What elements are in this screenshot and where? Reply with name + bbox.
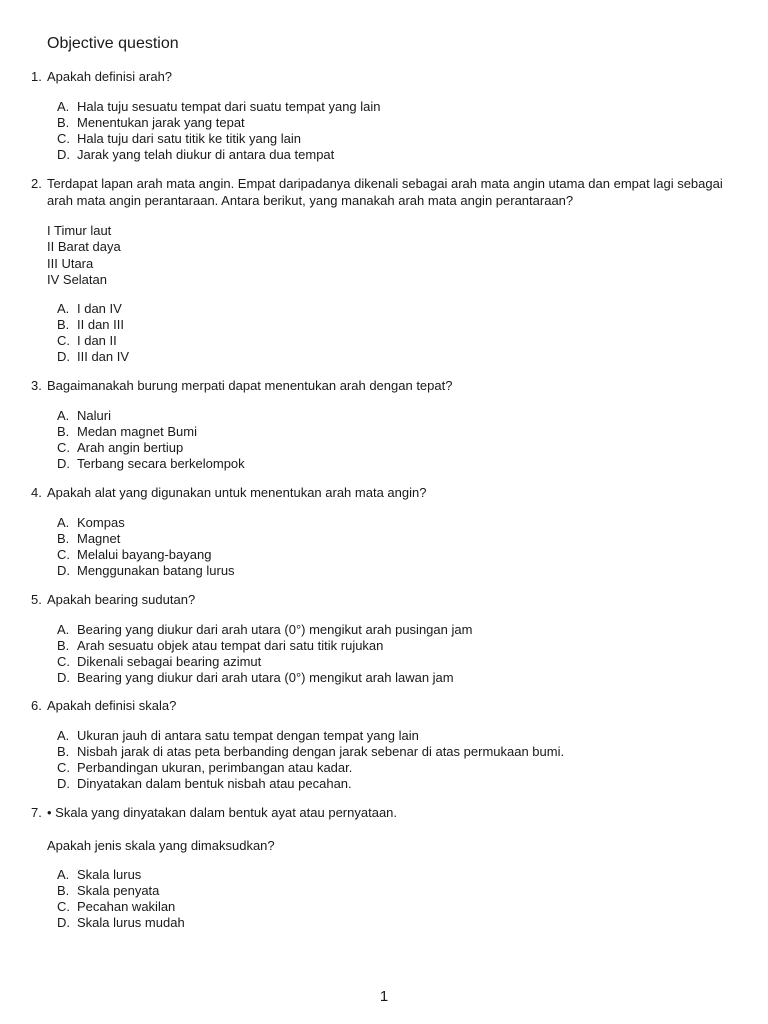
option-text: Melalui bayang-bayang xyxy=(77,546,212,562)
option-list xyxy=(31,408,743,472)
page-number: 1 xyxy=(379,988,389,1005)
option-text: Menentukan jarak yang tepat xyxy=(77,114,245,130)
statement-iv: IV Selatan xyxy=(47,271,107,287)
option-list xyxy=(31,622,743,686)
option-list xyxy=(31,728,743,792)
option-c xyxy=(31,760,743,776)
option-c xyxy=(31,899,743,915)
option-b xyxy=(31,744,743,760)
option-a xyxy=(31,99,743,115)
option-letter: B. xyxy=(57,423,70,439)
option-text: Menggunakan batang lurus xyxy=(77,562,235,578)
question-1 xyxy=(31,69,743,163)
question-number: 1. xyxy=(31,69,42,84)
option-text: Pecahan wakilan xyxy=(77,899,176,914)
option-letter: C. xyxy=(57,899,70,914)
option-letter: A. xyxy=(57,301,70,317)
question-text: Apakah definisi skala? xyxy=(47,698,177,713)
option-text: Ukuran jauh di antara satu tempat dengan tempat yang lain xyxy=(77,727,419,743)
option-text: Medan magnet Bumi xyxy=(77,423,197,439)
option-letter: D. xyxy=(57,455,70,471)
option-letter: B. xyxy=(57,530,70,546)
option-letter: B. xyxy=(57,317,70,333)
option-c xyxy=(31,333,743,349)
option-d xyxy=(31,147,743,163)
option-d xyxy=(31,563,743,579)
question-6 xyxy=(31,698,743,792)
option-c xyxy=(31,440,743,456)
option-b xyxy=(31,638,743,654)
option-d xyxy=(31,349,743,365)
option-letter: D. xyxy=(57,669,70,685)
option-letter: A. xyxy=(57,407,70,423)
option-letter: D. xyxy=(57,915,70,930)
option-text: Bearing yang diukur dari arah utara (0°) mengikut arah lawan jam xyxy=(77,669,454,685)
option-text: III dan IV xyxy=(77,349,130,365)
page-title: Objective question xyxy=(47,35,179,52)
option-b xyxy=(31,115,743,131)
option-b xyxy=(31,424,743,440)
option-letter: C. xyxy=(57,439,70,455)
option-letter: D. xyxy=(57,775,70,791)
option-text: Arah sesuatu objek atau tempat dari satu titik rujukan xyxy=(77,637,384,653)
option-letter: C. xyxy=(57,759,70,775)
option-text: Hala tuju dari satu titik ke titik yang lain xyxy=(77,130,301,146)
option-list xyxy=(31,515,743,579)
question-3 xyxy=(31,378,743,472)
option-a xyxy=(31,515,743,531)
question-number: 5. xyxy=(31,592,42,607)
option-text: Bearing yang diukur dari arah utara (0°) mengikut arah pusingan jam xyxy=(77,621,473,637)
option-letter: C. xyxy=(57,333,70,349)
option-text: Perbandingan ukuran, perimbangan atau kadar. xyxy=(77,759,353,775)
option-list xyxy=(31,301,743,365)
option-letter: B. xyxy=(57,883,70,898)
question-text: • Skala yang dinyatakan dalam bentuk ayat atau pernyataan. xyxy=(47,805,398,820)
option-d xyxy=(31,670,743,686)
option-text: Hala tuju sesuatu tempat dari suatu tempat yang lain xyxy=(77,98,381,114)
question-4 xyxy=(31,485,743,579)
option-list xyxy=(31,867,743,931)
question-text: Bagaimanakah burung merpati dapat menentukan arah dengan tepat? xyxy=(47,378,453,393)
option-list xyxy=(31,99,743,163)
option-letter: B. xyxy=(57,114,70,130)
option-text: Skala lurus mudah xyxy=(77,915,185,930)
statement-iii: III Utara xyxy=(47,255,94,271)
option-text: Dikenali sebagai bearing azimut xyxy=(77,653,262,669)
option-c xyxy=(31,654,743,670)
question-text: Apakah alat yang digunakan untuk menentukan arah mata angin? xyxy=(47,485,427,500)
option-letter: A. xyxy=(57,514,70,530)
option-a xyxy=(31,728,743,744)
option-a xyxy=(31,301,743,317)
option-a xyxy=(31,622,743,638)
option-text: I dan II xyxy=(77,333,117,349)
option-text: Dinyatakan dalam bentuk nisbah atau pecahan. xyxy=(77,775,352,791)
option-text: Skala lurus xyxy=(77,867,142,882)
option-letter: A. xyxy=(57,867,70,882)
option-letter: B. xyxy=(57,637,70,653)
question-text: Apakah definisi arah? xyxy=(47,69,173,84)
question-prompt: Apakah jenis skala yang dimaksudkan? xyxy=(47,837,275,853)
option-c xyxy=(31,131,743,147)
statement-ii: II Barat daya xyxy=(47,239,121,255)
option-letter: B. xyxy=(57,743,70,759)
option-d xyxy=(31,456,743,472)
option-b xyxy=(31,883,743,899)
option-letter: C. xyxy=(57,546,70,562)
option-letter: C. xyxy=(57,653,70,669)
question-number: 6. xyxy=(31,698,42,713)
option-text: Skala penyata xyxy=(77,883,160,898)
option-text: Nisbah jarak di atas peta berbanding dengan jarak sebenar di atas permukaan bumi. xyxy=(77,743,565,759)
option-text: Terbang secara berkelompok xyxy=(77,455,245,471)
option-b xyxy=(31,531,743,547)
question-2 xyxy=(31,176,743,365)
option-text: Jarak yang telah diukur di antara dua tempat xyxy=(77,146,335,162)
option-letter: D. xyxy=(57,562,70,578)
option-text: Magnet xyxy=(77,530,121,546)
option-a xyxy=(31,867,743,883)
option-letter: D. xyxy=(57,146,70,162)
option-letter: C. xyxy=(57,130,70,146)
question-number: 7. xyxy=(31,805,42,820)
question-5 xyxy=(31,592,743,686)
option-text: Naluri xyxy=(77,407,111,423)
option-letter: D. xyxy=(57,349,70,365)
question-7 xyxy=(31,805,743,931)
option-letter: A. xyxy=(57,621,70,637)
option-b xyxy=(31,317,743,333)
question-number: 4. xyxy=(31,485,42,500)
question-number: 2. xyxy=(31,176,42,191)
option-d xyxy=(31,915,743,931)
option-text: I dan IV xyxy=(77,301,122,317)
option-text: Kompas xyxy=(77,514,125,530)
option-c xyxy=(31,547,743,563)
option-text: Arah angin bertiup xyxy=(77,439,184,455)
option-letter: A. xyxy=(57,727,70,743)
option-d xyxy=(31,776,743,792)
statement-list xyxy=(47,223,743,288)
question-text: Apakah bearing sudutan? xyxy=(47,592,196,607)
statement-i: I Timur laut xyxy=(47,223,112,238)
question-text: Terdapat lapan arah mata angin. Empat daripadanya dikenali sebagai arah mata angin utama dan empat lagi sebagai arah mata angin perantaraan. Antara berikut, yang manakah arah mata angin perantaraan? xyxy=(47,176,723,208)
option-a xyxy=(31,408,743,424)
option-text: II dan III xyxy=(77,317,124,333)
option-letter: A. xyxy=(57,98,70,114)
question-number: 3. xyxy=(31,378,42,393)
